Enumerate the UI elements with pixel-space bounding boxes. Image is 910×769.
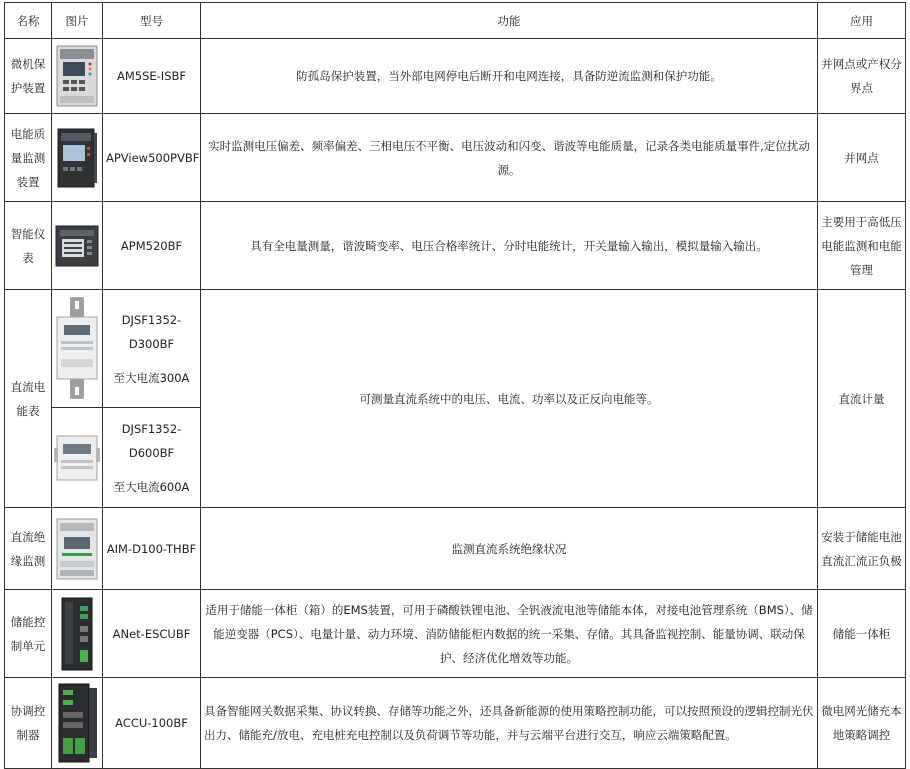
header-image: 图片: [52, 3, 103, 39]
table-row: [5, 678, 906, 769]
table-header-row: [5, 3, 906, 39]
storage-controller-icon: [54, 596, 100, 672]
row-function: 具有全电量测量，谐波畸变率、电压合格率统计、分时电能统计，开关量输入输出，模拟量输入输出。: [201, 202, 818, 290]
row-image: [52, 114, 103, 202]
table-row: [5, 202, 906, 290]
row-function: 实时监测电压偏差、频率偏差、三相电压不平衡、电压波动和闪变、谐波等电能质量，记录各类电能质量事件,定位扰动源。: [201, 114, 818, 202]
row-function: 防孤岛保护装置，当外部电网停电后断开和电网连接，具备防逆流监测和保护功能。: [201, 39, 818, 114]
row-name: 协调控制器: [5, 678, 52, 769]
row-model: [103, 290, 201, 408]
product-table: [4, 2, 906, 769]
row-name: 直流电能表: [5, 290, 52, 508]
row-application: 并网点或产权分界点: [818, 39, 906, 114]
row-model: APM520BF: [103, 202, 201, 290]
dc-meter-600a-icon: [54, 428, 100, 488]
row-application: 并网点: [818, 114, 906, 202]
row-image: [52, 590, 103, 678]
dc-meter-model: DJSF1352-D600BF: [121, 421, 182, 460]
row-function: 具备智能网关数据采集、协议转换、存储等功能之外，还具备新能源的使用策略控制功能，可以按照预设的逻辑控制光伏出力、储能充/放电、充电桩充电控制以及负荷调节等功能，并与云端平台进行交互，响应云端策略配置。: [201, 678, 818, 769]
row-image: [52, 678, 103, 769]
row-image: [52, 508, 103, 590]
header-model: 型号: [103, 3, 201, 39]
row-application: 主要用于高低压电能监测和电能管理: [818, 202, 906, 290]
row-model: AIM-D100-THBF: [103, 508, 201, 590]
coordination-controller-icon: [53, 682, 101, 764]
smart-meter-icon: [54, 223, 100, 269]
row-application: 储能一体柜: [818, 590, 906, 678]
row-name: 直流绝缘监测: [5, 508, 52, 590]
table-row: [5, 590, 906, 678]
table-row: [5, 290, 906, 408]
row-function: 可测量直流系统中的电压、电流、功率以及正反向电能等。: [201, 290, 818, 508]
header-application: 应用: [818, 3, 906, 39]
row-application: 直流计量: [818, 290, 906, 508]
row-name: 智能仪表: [5, 202, 52, 290]
dc-meter-300a-icon: [54, 295, 100, 403]
row-image: [52, 39, 103, 114]
table-row: [5, 114, 906, 202]
row-model: APView500PVBF: [103, 114, 201, 202]
insulation-monitor-icon: [54, 515, 100, 583]
protection-relay-device-icon: [55, 44, 99, 108]
row-name: 储能控制单元: [5, 590, 52, 678]
dc-meter-max-current: 至大电流600A: [113, 479, 190, 494]
row-application: 微电网光储充本地策略调控: [818, 678, 906, 769]
row-application: 安装于储能电池直流汇流正负极: [818, 508, 906, 590]
dc-meter-max-current: 至大电流300A: [113, 370, 190, 385]
row-name: 微机保护装置: [5, 39, 52, 114]
header-name: 名称: [5, 3, 52, 39]
dc-meter-model: DJSF1352-D300BF: [121, 312, 182, 351]
row-model: AM5SE-ISBF: [103, 39, 201, 114]
row-function: 监测直流系统绝缘状况: [201, 508, 818, 590]
row-model: ANet-ESCUBF: [103, 590, 201, 678]
table-row: [5, 508, 906, 590]
row-image: [52, 202, 103, 290]
row-function: 适用于储能一体柜（箱）的EMS装置，可用于磷酸铁锂电池、全钒液流电池等储能本体，对接电池管理系统（BMS）、储能逆变器（PCS）、电量计量、动力环境、消防储能柜内数据的统一采集、存储。其具备监视控制、能量协调、联动保护、经济优化增效等功能。: [201, 590, 818, 678]
row-image: [52, 408, 103, 508]
row-model: ACCU-100BF: [103, 678, 201, 769]
row-name: 电能质量监测装置: [5, 114, 52, 202]
power-quality-monitor-icon: [55, 127, 99, 189]
table-row: [5, 39, 906, 114]
row-image: [52, 290, 103, 408]
header-function: 功能: [201, 3, 818, 39]
row-model: [103, 408, 201, 508]
